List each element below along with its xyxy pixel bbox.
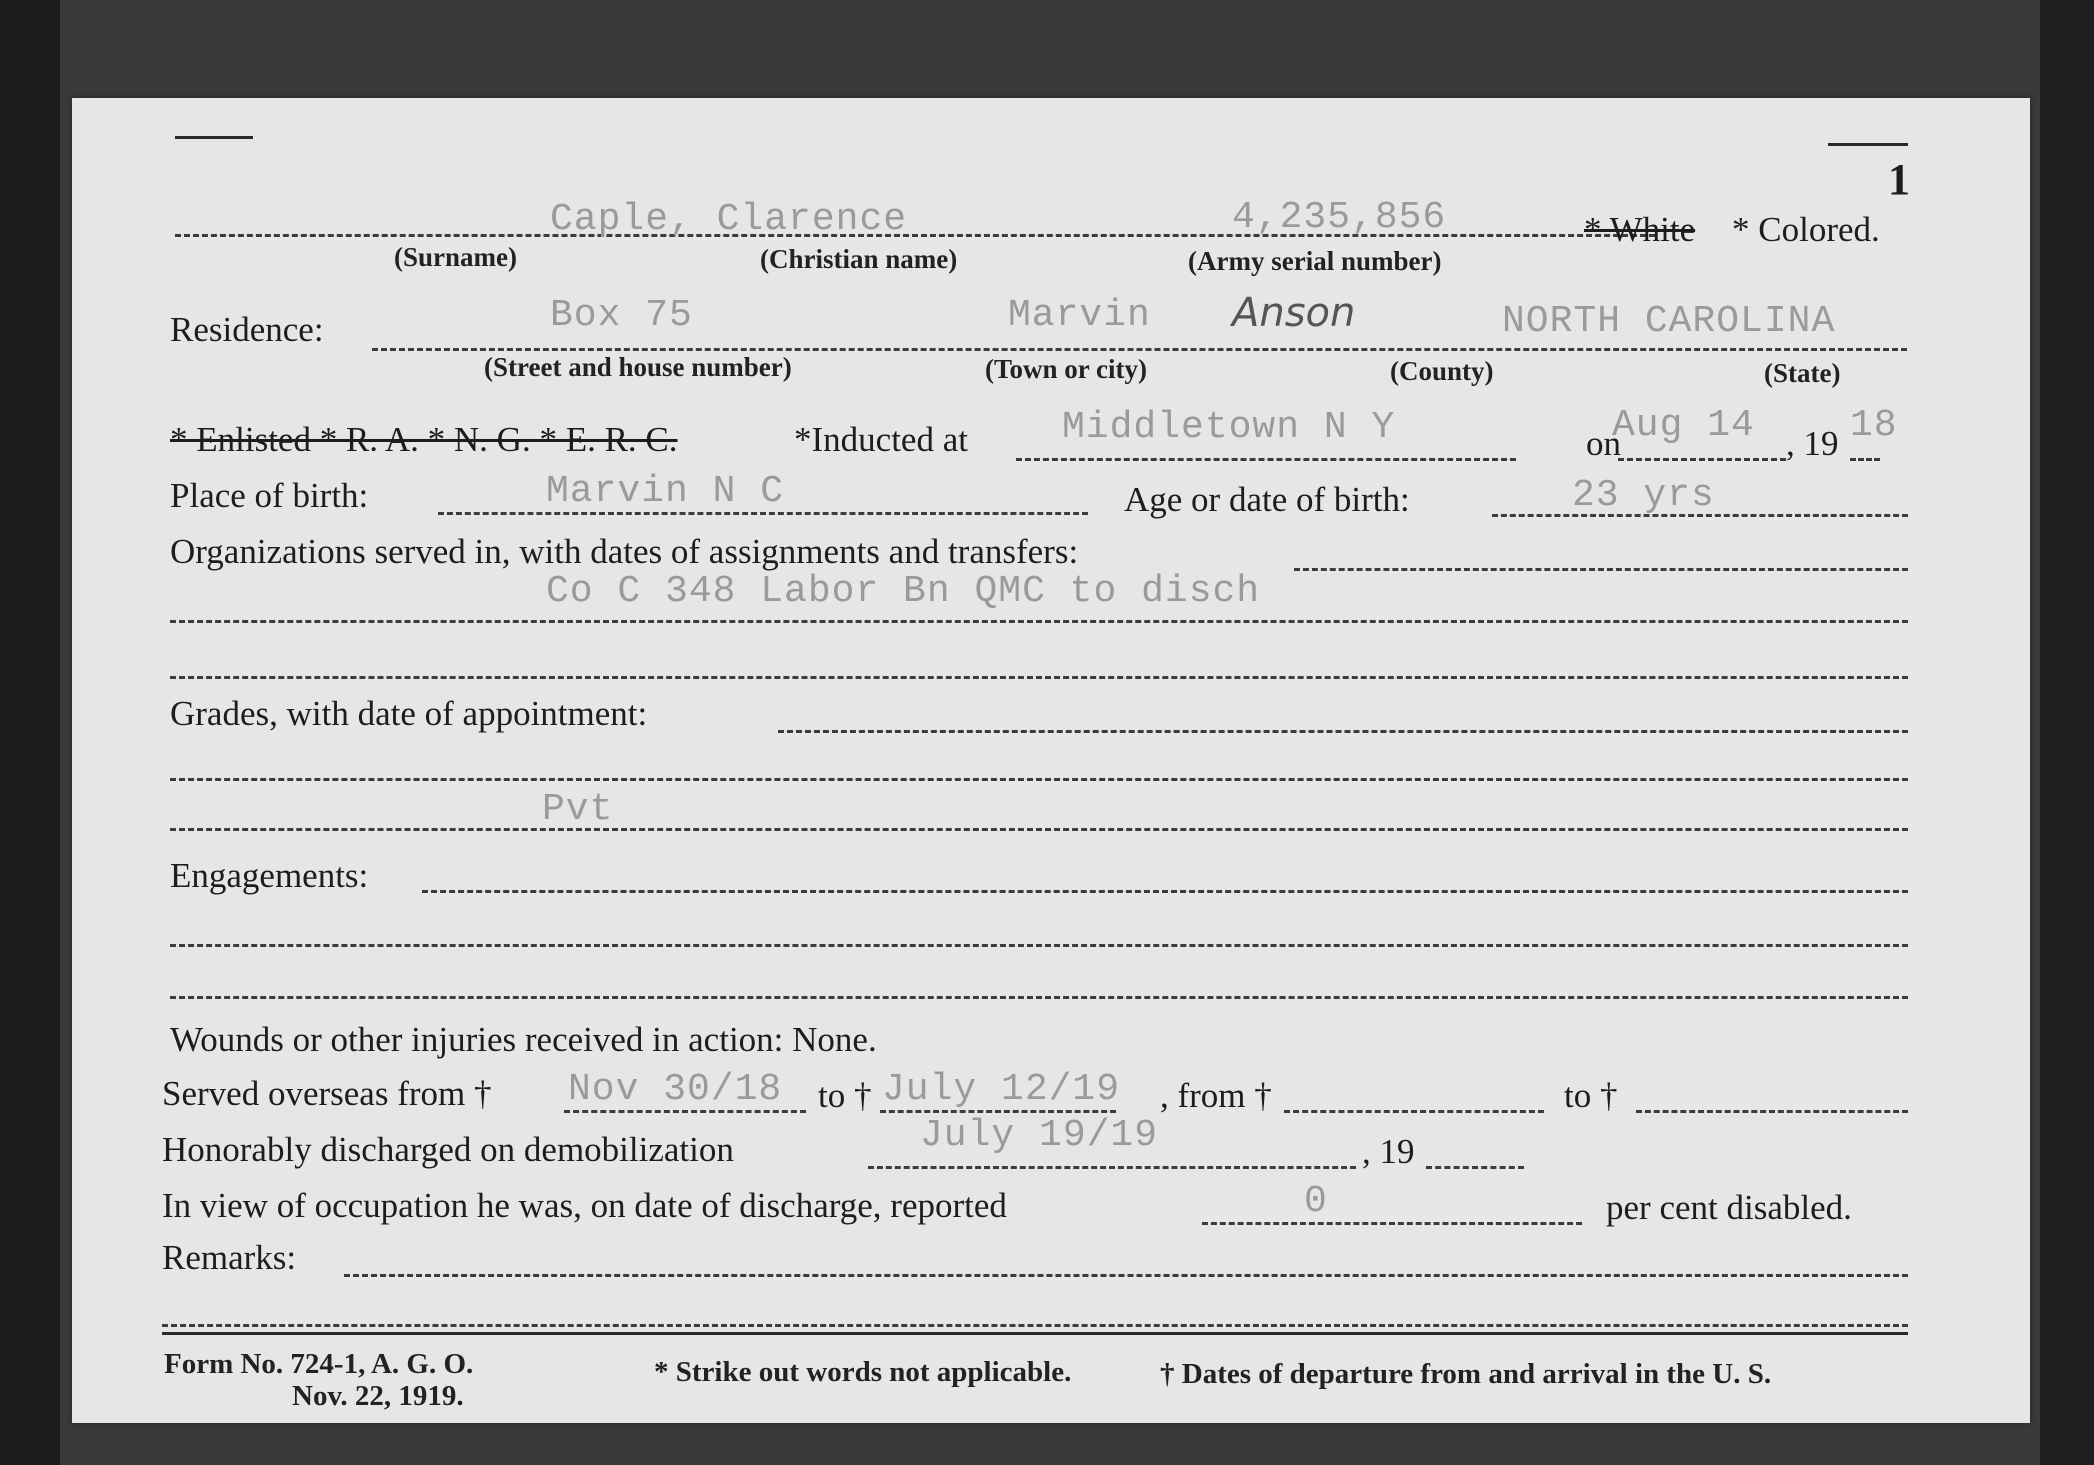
serial-value: 4,235,856 — [1232, 196, 1447, 239]
discharge-year-line — [1426, 1166, 1524, 1169]
overseas-to-line-2 — [1636, 1110, 1908, 1113]
street-caption: (Street and house number) — [484, 352, 792, 382]
birthplace-label: Place of birth: — [170, 476, 369, 515]
remarks-line-1 — [344, 1274, 1908, 1277]
residence-label: Residence: — [170, 310, 324, 349]
corner-rule-left — [175, 136, 253, 139]
overseas-from-label-2: , from † — [1160, 1076, 1272, 1115]
corner-rule-right — [1828, 143, 1908, 146]
discharge-line — [868, 1166, 1356, 1169]
overseas-label: Served overseas from † — [162, 1074, 492, 1113]
discharge-label: Honorably discharged on demobilization — [162, 1130, 734, 1169]
residence-county: Anson — [1232, 290, 1356, 336]
disability-suffix: per cent disabled. — [1606, 1188, 1852, 1227]
form-date: Nov. 22, 1919. — [292, 1380, 464, 1412]
year-line — [1850, 458, 1880, 461]
organizations-label: Organizations served in, with dates of assignments and transfers: — [170, 532, 1079, 571]
organizations-value: Co C 348 Labor Bn QMC to disch — [546, 570, 1261, 613]
discharge-date: July 19/19 — [920, 1114, 1159, 1157]
card-number: 1 — [1888, 155, 1910, 204]
disability-label: In view of occupation he was, on date of discharge, reported — [162, 1186, 1007, 1225]
disability-line — [1202, 1222, 1582, 1225]
grades-line-2 — [170, 778, 1908, 781]
inducted-at-line — [1016, 458, 1516, 461]
overseas-from-value: Nov 30/18 — [568, 1068, 783, 1111]
scan-border-right — [2040, 0, 2094, 1465]
organizations-line-1 — [1294, 568, 1908, 571]
discharge-year-prefix: , 19 — [1362, 1132, 1415, 1171]
inducted-at-label: *Inducted at — [794, 420, 968, 459]
year-prefix: , 19 — [1786, 424, 1839, 463]
name-value: Caple, Clarence — [550, 198, 908, 241]
birthplace-value: Marvin N C — [546, 470, 785, 513]
strike-out-note: * Strike out words not applicable. — [654, 1356, 1072, 1388]
race-colored-label: * Colored. — [1732, 210, 1880, 249]
age-value: 23 yrs — [1572, 474, 1715, 517]
organizations-line-3 — [170, 676, 1908, 679]
engagements-line-3 — [170, 996, 1908, 999]
serial-caption: (Army serial number) — [1188, 246, 1442, 276]
christian-name-caption: (Christian name) — [760, 244, 958, 274]
grades-line-3 — [170, 828, 1908, 831]
disability-value: 0 — [1304, 1180, 1328, 1223]
residence-line — [372, 348, 1907, 351]
county-caption: (County) — [1390, 356, 1494, 386]
induction-year: 18 — [1850, 404, 1898, 447]
grades-label: Grades, with date of appointment: — [170, 694, 648, 733]
town-caption: (Town or city) — [985, 354, 1147, 384]
engagements-line-1 — [422, 890, 1908, 893]
overseas-from-line-2 — [1284, 1110, 1544, 1113]
scan-border-left — [0, 0, 60, 1465]
footer-divider — [162, 1332, 1908, 1335]
engagements-label: Engagements: — [170, 856, 369, 895]
form-number: Form No. 724-1, A. G. O. — [164, 1348, 474, 1380]
state-caption: (State) — [1764, 358, 1841, 388]
remarks-label: Remarks: — [162, 1238, 297, 1277]
surname-caption: (Surname) — [394, 242, 517, 272]
wounds-label: Wounds or other injuries received in action: None. — [170, 1020, 877, 1059]
overseas-to-value: July 12/19 — [882, 1068, 1121, 1111]
engagements-line-2 — [170, 944, 1908, 947]
residence-street: Box 75 — [550, 294, 693, 337]
date-line — [1618, 458, 1786, 461]
overseas-to-label: to † — [818, 1076, 872, 1115]
overseas-to-label-2: to † — [1564, 1076, 1618, 1115]
residence-town: Marvin — [1008, 294, 1151, 337]
organizations-line-2 — [170, 620, 1908, 623]
grades-line-1 — [778, 730, 1908, 733]
inducted-at-value: Middletown N Y — [1062, 406, 1396, 449]
enlistment-options: * Enlisted * R. A. * N. G. * E. R. C. — [170, 420, 678, 459]
age-label: Age or date of birth: — [1124, 480, 1410, 519]
service-record-card — [72, 98, 2030, 1423]
race-white-label: * White — [1584, 210, 1696, 249]
induction-date: Aug 14 — [1612, 404, 1755, 447]
dates-note: † Dates of departure from and arrival in the U. S. — [1160, 1358, 1772, 1390]
grades-value: Pvt — [542, 788, 614, 831]
on-label: on — [1586, 424, 1621, 463]
residence-state: NORTH CAROLINA — [1502, 300, 1836, 343]
remarks-line-2 — [162, 1324, 1908, 1327]
